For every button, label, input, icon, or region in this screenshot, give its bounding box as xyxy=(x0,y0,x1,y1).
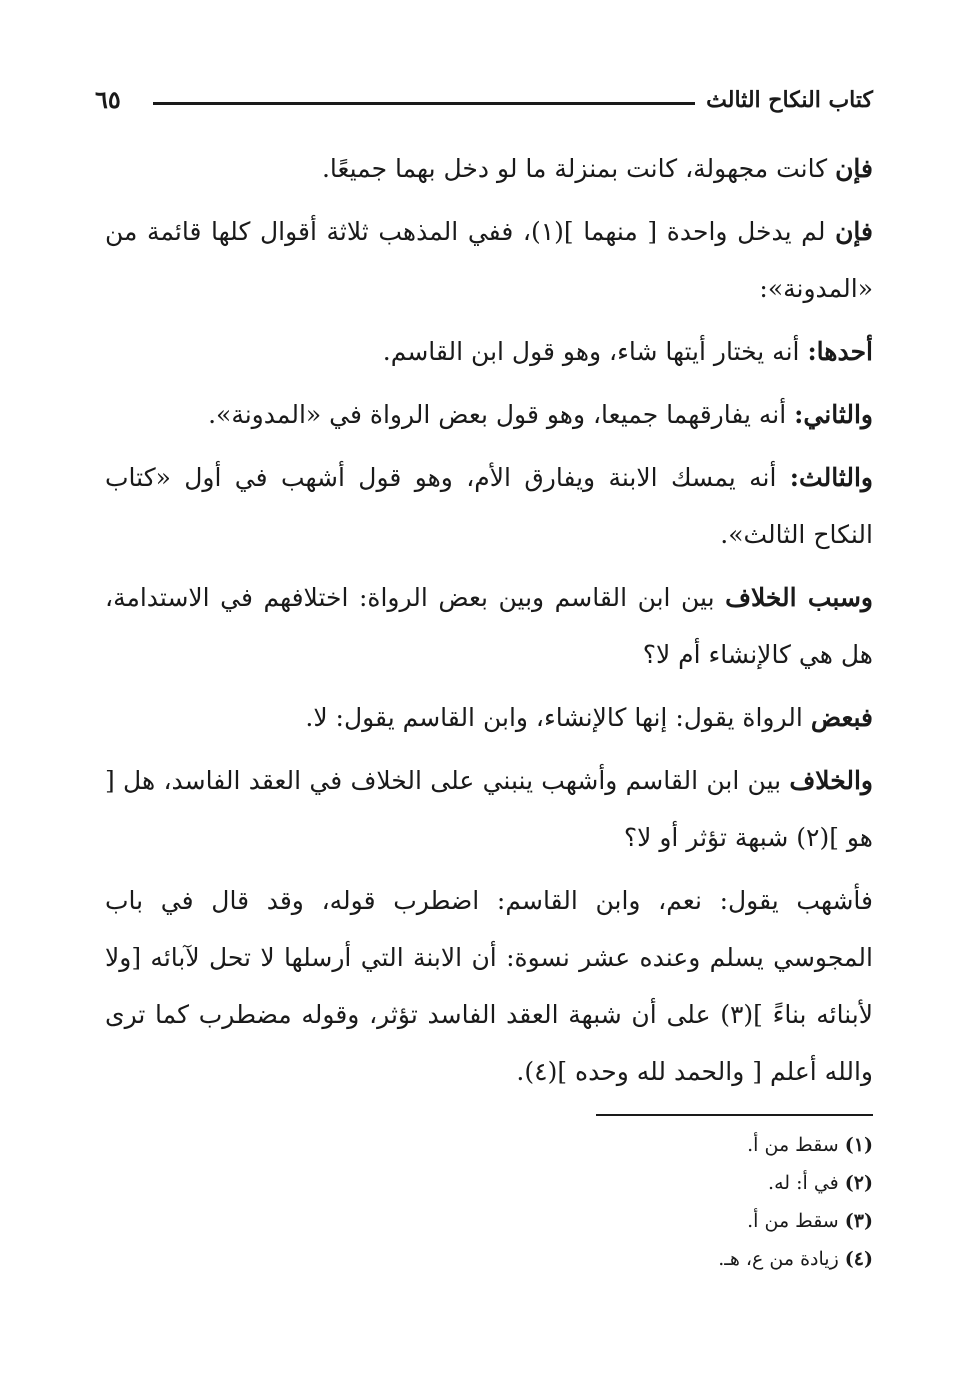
main-text xyxy=(105,140,873,1100)
paragraph-lead: أحدها: xyxy=(807,337,873,366)
paragraph-text: بين ابن القاسم وبين بعض الرواة: اختلافهم في الاستدامة، هل هي كالإنشاء أم لا؟ xyxy=(105,583,873,669)
footnote-text: سقط من أ. xyxy=(747,1134,845,1156)
paragraph-text: أنه يفارقهما جميعا، وهو قول بعض الرواة في «المدونة». xyxy=(208,400,795,429)
footnotes xyxy=(373,1126,873,1278)
paragraph-text: فأشهب يقول: نعم، وابن القاسم: اضطرب قوله، وقد قال في باب المجوسي يسلم وعنده عشر نسوة: أن الابنة التي أرسلها لا تحل لآبائه [ولا لأبنائه بناءً ](٣) على أن شبهة العقد الفاسد تؤثر، وقوله مضطرب كما ترى والله أعلم [ والحمد لله وحده ](٤). xyxy=(105,886,873,1086)
footnote-text: زيادة من ع، هـ. xyxy=(718,1248,845,1270)
footnote-number: (٢) xyxy=(844,1172,873,1194)
footnote xyxy=(373,1240,873,1278)
paragraph xyxy=(105,569,873,683)
chapter-title: كتاب النكاح الثالث xyxy=(706,87,873,113)
paragraph-lead: والخلاف xyxy=(789,766,873,795)
footnote xyxy=(373,1202,873,1240)
paragraph xyxy=(105,449,873,563)
paragraph-text: لم يدخل واحدة [ منهما ](١)، ففي المذهب ثلاثة أقوال كلها قائمة من «المدونة»: xyxy=(105,217,873,303)
paragraph-text: أنه يختار أيتها شاء، وهو قول ابن القاسم. xyxy=(382,337,808,366)
paragraph xyxy=(105,323,873,380)
footnote xyxy=(373,1126,873,1164)
paragraph-lead: وسبب الخلاف xyxy=(725,583,873,612)
paragraph-text: الرواة يقول: إنها كالإنشاء، وابن القاسم يقول: لا. xyxy=(305,703,811,732)
paragraph-lead: فإن xyxy=(835,154,873,183)
header-rule xyxy=(153,102,695,105)
paragraph-lead: فبعض xyxy=(810,703,873,732)
paragraph xyxy=(105,203,873,317)
paragraph xyxy=(105,872,873,1100)
paragraph xyxy=(105,386,873,443)
paragraph xyxy=(105,140,873,197)
paragraph xyxy=(105,689,873,746)
footnote-text: في أ: له. xyxy=(768,1172,845,1194)
paragraph-text: كانت مجهولة، كانت بمنزلة ما لو دخل بهما جميعًا. xyxy=(321,154,836,183)
footnote xyxy=(373,1164,873,1202)
paragraph-text: بين ابن القاسم وأشهب ينبني على الخلاف في العقد الفاسد، هل [ هو ](٢) شبهة تؤثر أو لا؟ xyxy=(105,766,873,852)
paragraph-lead: والثاني: xyxy=(794,400,873,429)
footnote-rule xyxy=(596,1114,873,1116)
footnote-number: (٣) xyxy=(844,1210,873,1232)
running-header xyxy=(95,84,873,120)
footnote-text: سقط من أ. xyxy=(747,1210,845,1232)
paragraph-lead: فإن xyxy=(835,217,873,246)
page-number: ٦٥ xyxy=(95,85,121,114)
paragraph xyxy=(105,752,873,866)
footnote-number: (٤) xyxy=(844,1248,873,1270)
paragraph-text: أنه يمسك الابنة ويفارق الأم، وهو قول أشهب في أول «كتاب النكاح الثالث». xyxy=(105,463,873,549)
footnote-number: (١) xyxy=(844,1134,873,1156)
paragraph-lead: والثالث: xyxy=(789,463,873,492)
